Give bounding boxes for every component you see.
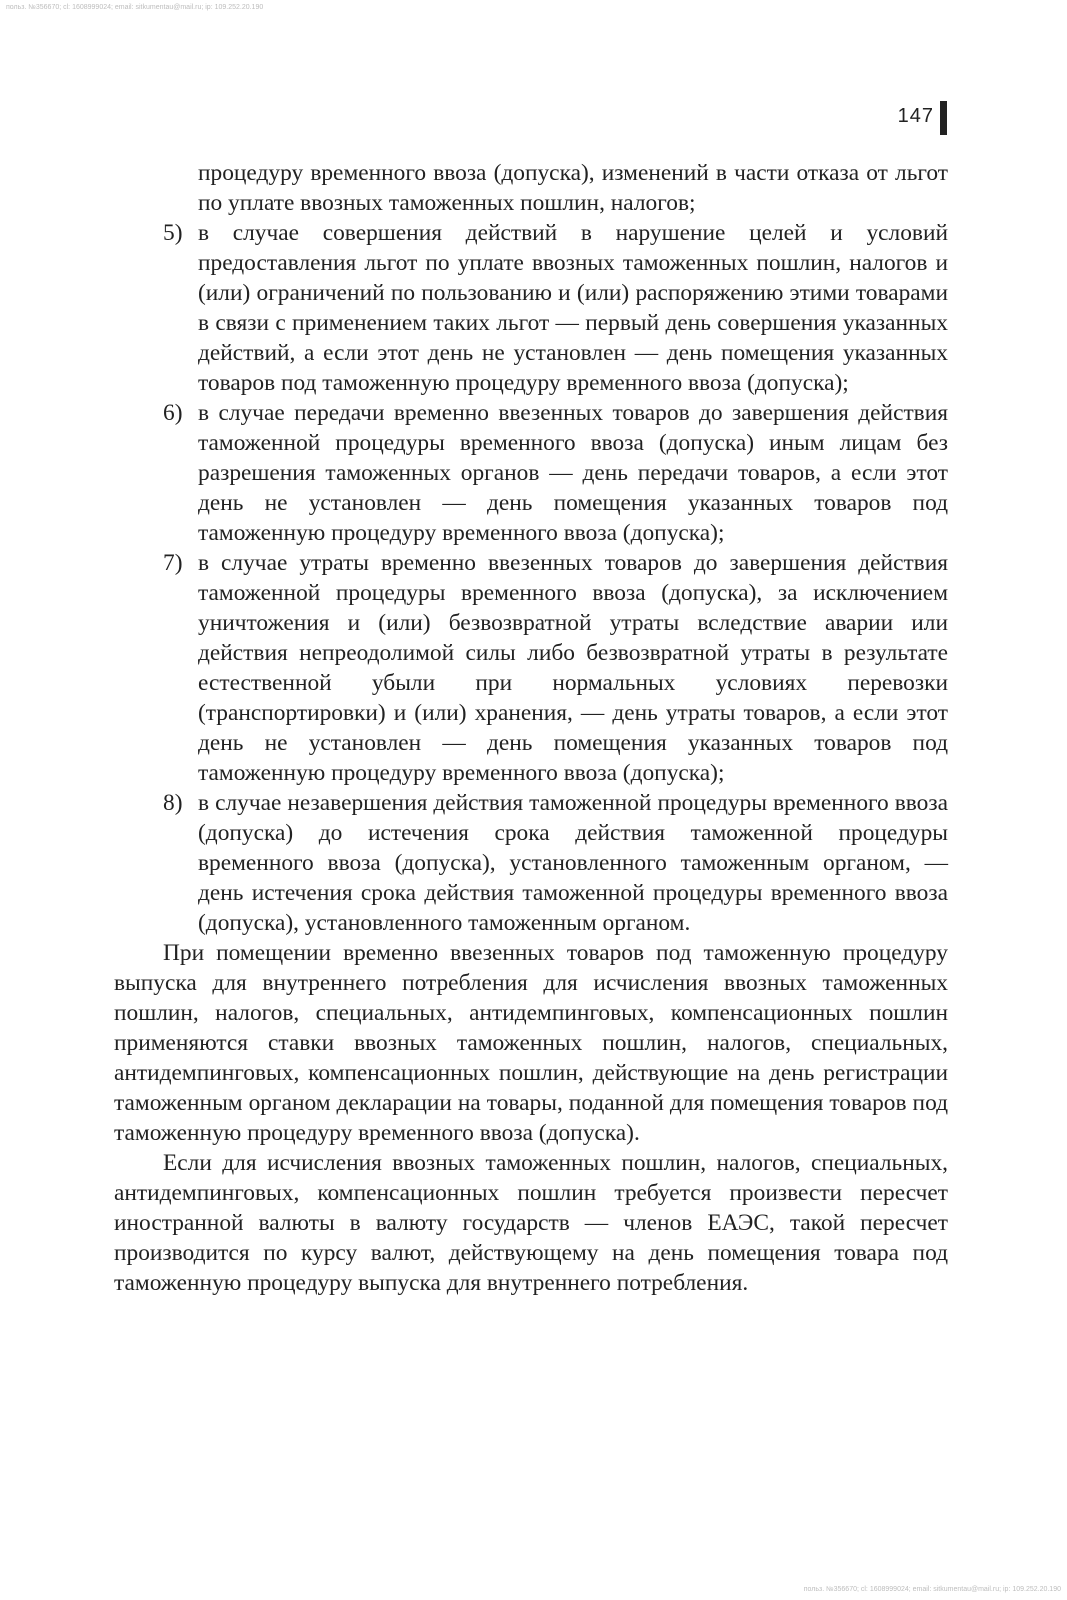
body-paragraph: Если для исчисления ввозных таможенных пошлин, налогов, специальных, антидемпинговых, компенсационных пошлин требуется произвести пересчет иностранной валюты в валюту государств — членов ЕАЭС, такой пересчет производится по курсу валют, действующему на день помещения товара под таможенную процедуру выпуска для внутреннего потребления. xyxy=(114,1150,948,1296)
list-item-text: в случае передачи временно ввезенных товаров до завершения действия таможенной процедуры временного ввоза (допуска) иным лицам без разрешения таможенных органов — день передачи товаров, а если этот день не установлен — день помещения указанных товаров под таможенную процедуру временного ввоза (допуска); xyxy=(198,400,948,546)
watermark-top: польз. №356670; cl: 1608999024; email: sitkumentau@mail.ru; ip: 109.252.20.190 xyxy=(6,4,264,11)
body-paragraph: При помещении временно ввезенных товаров под таможенную процедуру выпуска для внутреннего потребления для исчисления ввозных таможенных пошлин, налогов, специальных, антидемпинговых, компенсационных пошлин применяются ставки ввозных таможенных пошлин, налогов, специальных, антидемпинговых, компенсационных пошлин, действующие на день регистрации таможенным органом декларации на товары, поданной для помещения товаров под таможенную процедуру временного ввоза (допуска). xyxy=(114,940,948,1146)
list-item-number: 5) xyxy=(163,220,183,246)
list-item xyxy=(114,788,948,938)
page-number: 147 xyxy=(897,105,934,127)
numbered-list xyxy=(114,218,948,938)
watermark-bottom: польз. №356670; cl: 1608999024; email: sitkumentau@mail.ru; ip: 109.252.20.190 xyxy=(803,1586,1061,1593)
page-number-bar xyxy=(940,101,947,135)
list-item xyxy=(114,398,948,548)
list-item-number: 8) xyxy=(163,790,183,816)
list-item xyxy=(114,548,948,788)
list-item-text: в случае совершения действий в нарушение целей и условий предоставления льгот по уплате ввозных таможенных пошлин, налогов и (или) ограничений по пользованию и (или) распоряжению этими товарами в связи с применением таких льгот — первый день совершения указанных действий, а если этот день не установлен — день помещения указанных товаров под таможенную процедуру временного ввоза (допуска); xyxy=(198,220,948,396)
list-item-text: в случае утраты временно ввезенных товаров до завершения действия таможенной процедуры временного ввоза (допуска), за исключением уничтожения и (или) безвозвратной утраты вследствие аварии или действия непреодолимой силы либо безвозвратной утраты в результате естественной убыли при нормальных условиях перевозки (транспортировки) и (или) хранения, — день утраты товаров, а если этот день не установлен — день помещения указанных товаров под таможенную процедуру временного ввоза (допуска); xyxy=(198,550,948,786)
continuation-text: процедуру временного ввоза (допуска), изменений в части отказа от льгот по уплате ввозных таможенных пошлин, налогов; xyxy=(198,160,948,216)
page-content xyxy=(114,158,948,1298)
list-item xyxy=(114,218,948,398)
list-item-number: 6) xyxy=(163,400,183,426)
list-item-text: в случае незавершения действия таможенной процедуры временного ввоза (допуска) до истечения срока действия таможенной процедуры временного ввоза (допуска), установленного таможенным органом, — день истечения срока действия таможенной процедуры временного ввоза (допуска), установленного таможенным органом. xyxy=(198,790,948,936)
list-item-number: 7) xyxy=(163,550,183,576)
